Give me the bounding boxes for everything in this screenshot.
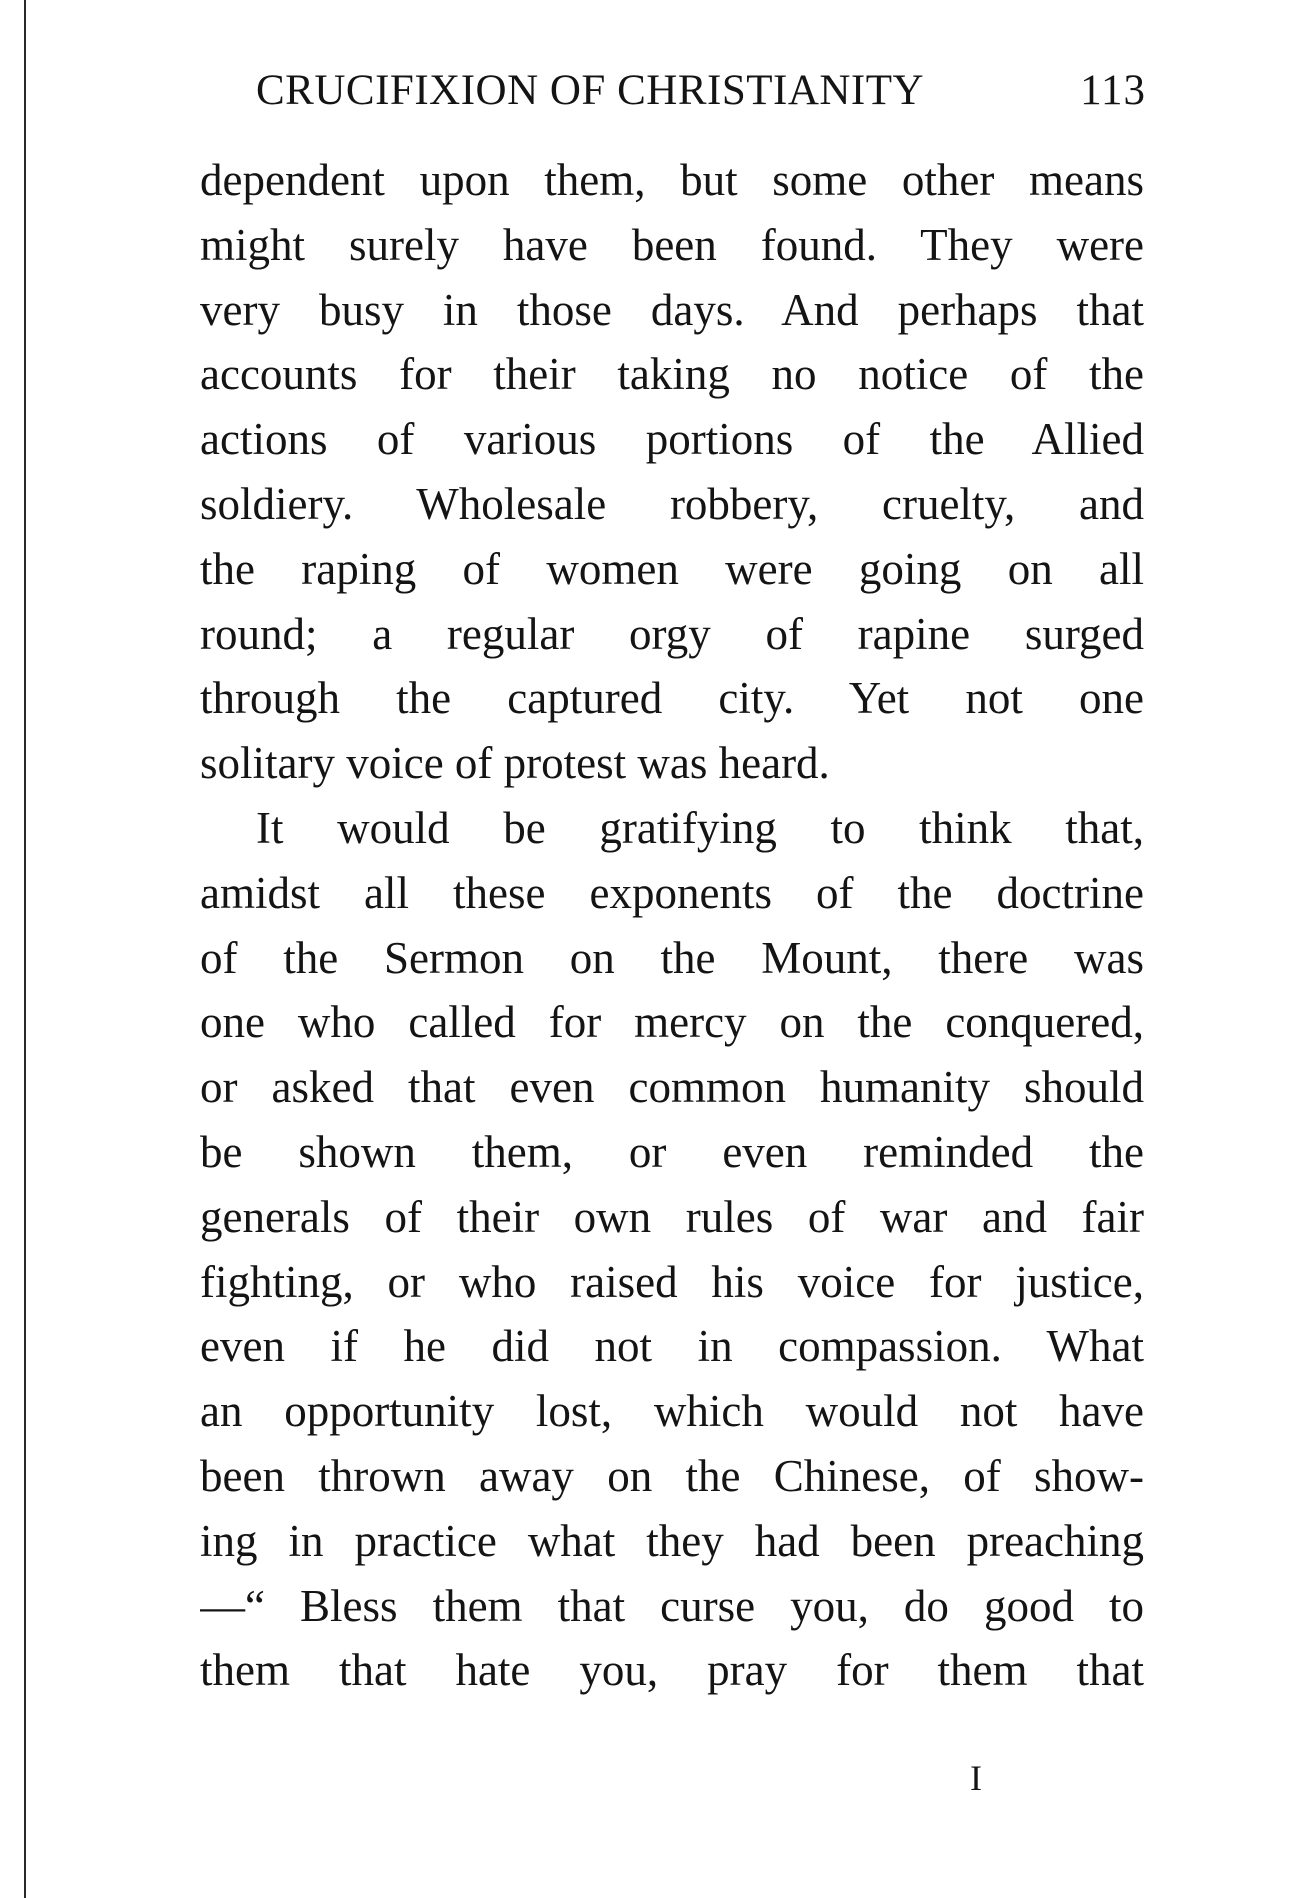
- text-line: them that hate you, pray for them that: [200, 1645, 1144, 1696]
- text-line: very busy in those days. And perhaps that: [200, 284, 1144, 335]
- paragraph-first-line: It would be gratifying to think that,: [256, 802, 1144, 853]
- text-line: the raping of women were going on all: [200, 543, 1144, 594]
- text-line: round; a regular orgy of rapine surged: [200, 608, 1144, 659]
- text-line: dependent upon them, but some other means: [200, 155, 1144, 205]
- text-line: —“ Bless them that curse you, do good to: [200, 1580, 1144, 1631]
- text-line: solitary voice of protest was heard.: [200, 738, 830, 789]
- text-line: generals of their own rules of war and fair: [200, 1191, 1144, 1242]
- text-line: or asked that even common humanity should: [200, 1062, 1144, 1113]
- text-line: amidst all these exponents of the doctrine: [200, 867, 1144, 918]
- text-line: through the captured city. Yet not one: [200, 673, 1144, 724]
- text-line: of the Sermon on the Mount, there was: [200, 932, 1144, 983]
- signature-mark: I: [970, 1758, 982, 1798]
- text-line: actions of various portions of the Allied: [200, 414, 1144, 465]
- text-line: one who called for mercy on the conquered,: [200, 997, 1144, 1048]
- text-line: might surely have been found. They were: [200, 219, 1144, 270]
- text-line: even if he did not in compassion. What: [200, 1321, 1144, 1372]
- text-line: soldiery. Wholesale robbery, cruelty, and: [200, 478, 1144, 529]
- text-line: an opportunity lost, which would not have: [200, 1386, 1144, 1437]
- page-edge-line: [24, 0, 26, 1898]
- text-line: fighting, or who raised his voice for justice,: [200, 1256, 1144, 1307]
- text-line: been thrown away on the Chinese, of show-: [200, 1450, 1144, 1501]
- page-number: 113: [1080, 67, 1146, 114]
- text-line: be shown them, or even reminded the: [200, 1126, 1144, 1177]
- running-title: CRUCIFIXION OF CHRISTIANITY: [256, 67, 925, 114]
- text-line: ing in practice what they had been preaching: [200, 1515, 1144, 1566]
- text-line: accounts for their taking no notice of the: [200, 349, 1144, 400]
- body-text: [200, 148, 1144, 1703]
- running-head: [256, 66, 1146, 116]
